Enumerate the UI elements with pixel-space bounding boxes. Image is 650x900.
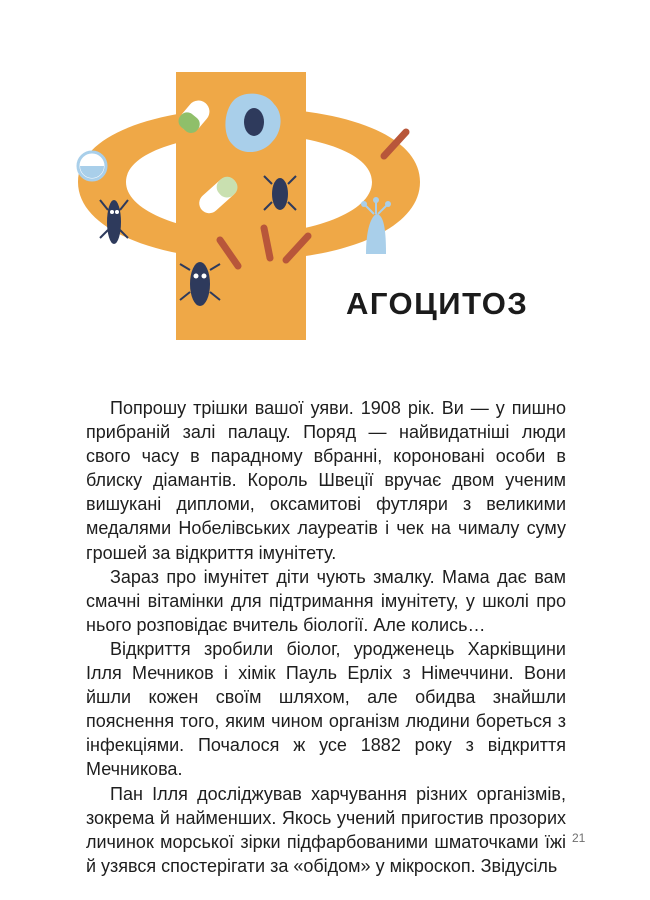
paragraph: Зараз про імунітет діти чують змалку. Мама дає вам смачні вітамінки для підтримання імунітету, у школі про нього розповідає вчитель біології. Але колись… xyxy=(86,566,566,635)
chapter-title: АГОЦИТОЗ xyxy=(346,286,529,321)
body-text xyxy=(86,396,566,878)
paragraph: Пан Ілля досліджував харчування різних організмів, зокрема й найменших. Якось учений пригостив прозорих личинок морської зірки підфарбованими шматочками їжі й узявся спостерігати за «обідом» у мікроскоп. Звідусіль xyxy=(86,783,566,876)
paragraph: Попрошу трішки вашої уяви. 1908 рік. Ви — у пишно прибраній залі палацу. Поряд — найвидатніші люди свого часу в парадному вбранні, короновані особи в блиску діамантів. Король Швеції вручає двом ученим вишукані дипломи, оксамитові футляри з великими медалями Нобелівських лауреатів і чек на чималу суму грошей за відкриття імунітету. xyxy=(86,398,566,563)
page-number: 21 xyxy=(572,831,586,845)
paragraph: Відкриття зробили біолог, уродженець Харківщини Ілля Мечников і хімік Пауль Ерліх з Німеччини. Вони йшли кожен своїм шляхом, але обидва знайшли пояснення того, яким чином організм людини бореться з інфекціями. Почалося ж усе 1882 року з відкриття Мечникова. xyxy=(86,638,566,780)
